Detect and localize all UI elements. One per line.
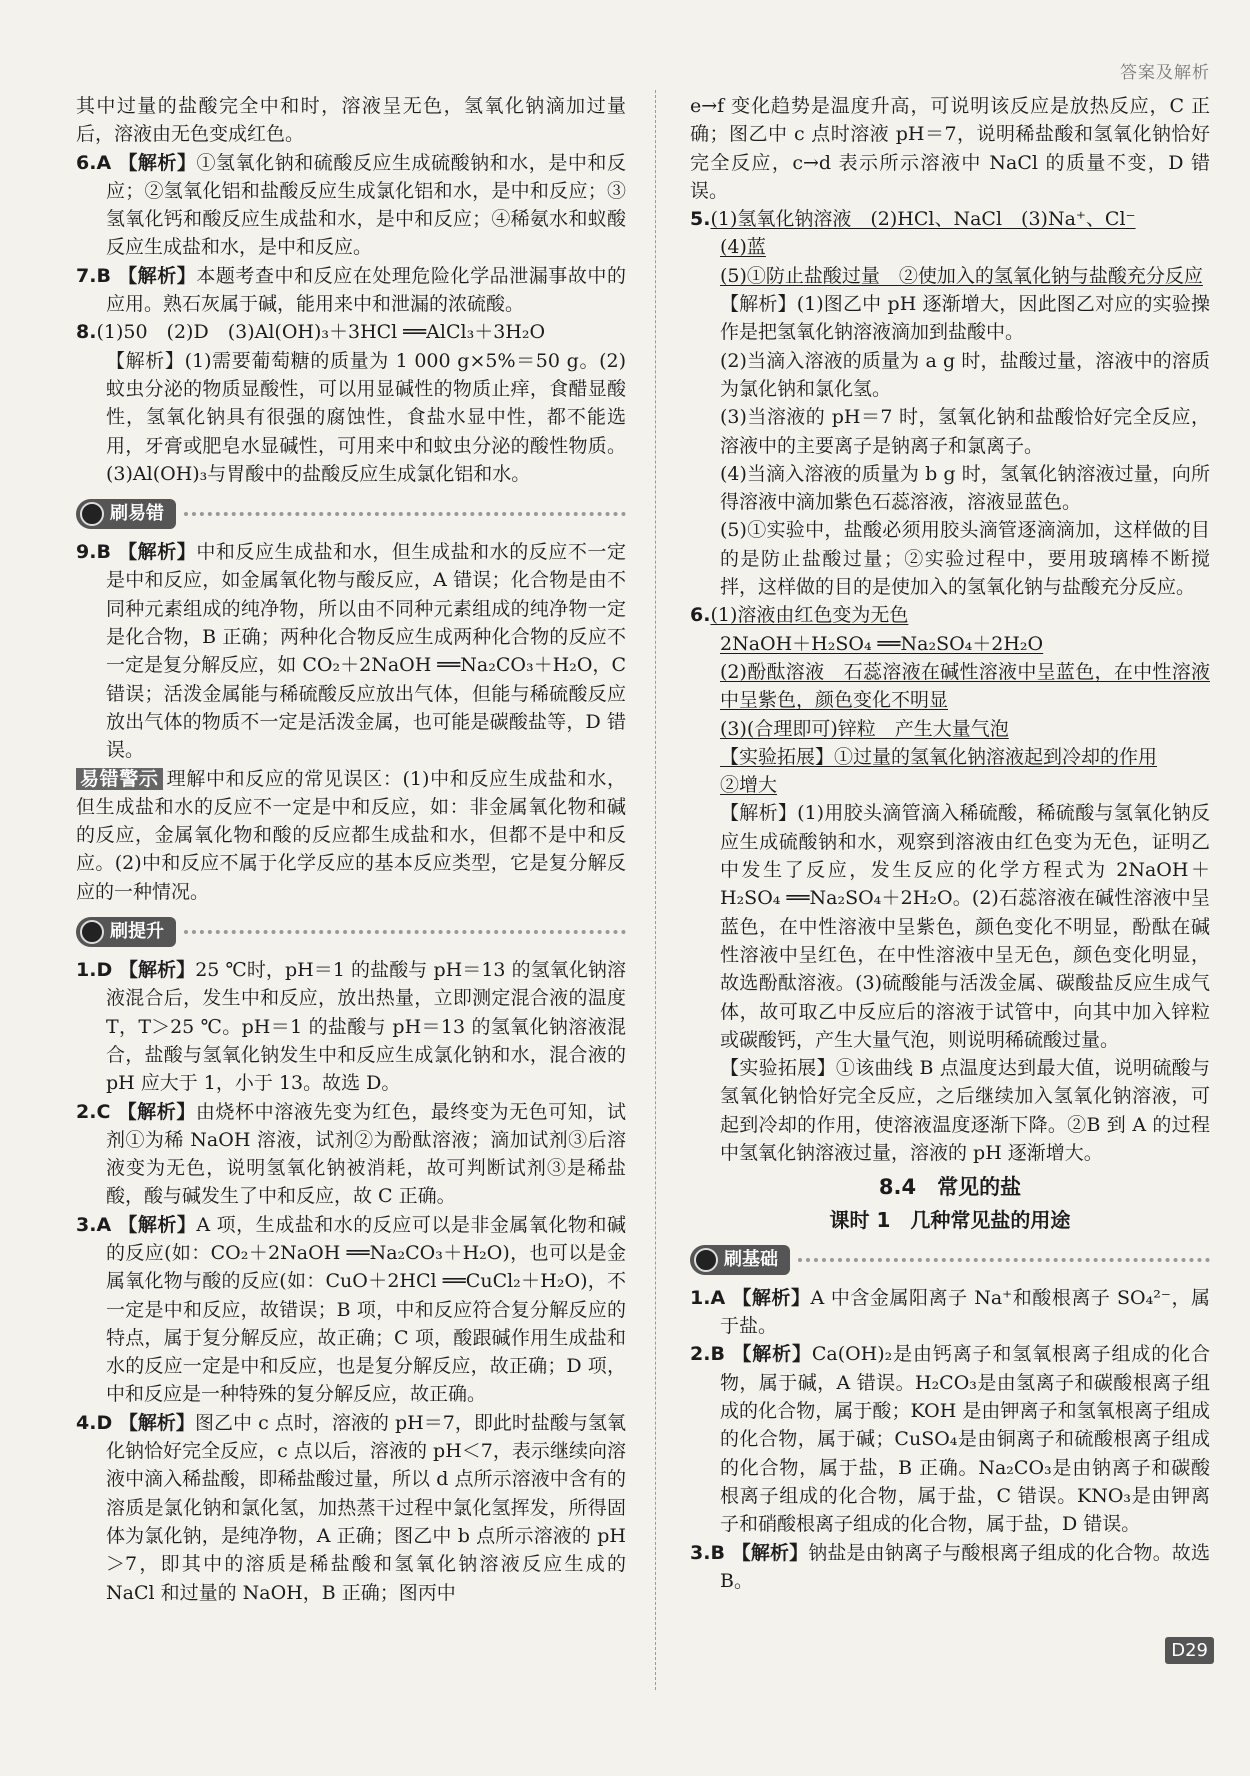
lesson-title: 课时 1 几种常见盐的用途: [829, 1207, 1071, 1232]
brush-icon: [694, 1248, 718, 1272]
question-text: ①氢氧化钠和硫酸反应生成硫酸钠和水，是中和反应；②氢氧化铝和盐酸反应生成氯化铝和水，是中和反应；③氢氧化钙和酸反应生成盐和水，是中和反应；④稀氨水和蚁酸反应生成盐和水，是中和反应。: [106, 151, 626, 259]
answer-letter: B: [710, 1343, 733, 1366]
warning-note: [76, 765, 626, 906]
analysis-paragraph: (3)当溶液的 pH＝7 时，氢氧化钠和盐酸恰好完全反应，溶液中的主要离子是钠离子和氯离子。: [720, 406, 1210, 457]
question-text: 图乙中 c 点时，溶液的 pH＝7，即此时盐酸与氢氧化钠恰好完全反应，c 点以后，溶液的 pH＜7，表示继续向溶液中滴入稀盐酸，即稀盐酸过量，所以 d 点所示溶液中含有的溶质是氯化钠和氯化氢，加热蒸干过程中氯化氢挥发，所得固体为氯化钠，是纯净物，A 正确；图乙中 b 点所示溶液的 pH＞7，即其中的溶质是稀盐酸和氢氧化钠溶液反应生成的 NaCl 和过量的 NaOH，B 正确；图丙中: [106, 1411, 626, 1604]
answer-letter: B: [96, 541, 119, 564]
analysis-tag: 【解析】: [732, 1343, 812, 1366]
answer-letter: C: [96, 1100, 118, 1123]
section-banner: [76, 912, 626, 952]
banner-dotted-line: [184, 930, 626, 934]
question-item: [76, 1211, 626, 1409]
underlined-answer: (1)溶液由红色变为无色: [710, 604, 909, 627]
question-item: [76, 956, 626, 1097]
underlined-answer: (2)酚酞溶液 石蕊溶液在碱性溶液中呈蓝色，在中性溶液中呈紫色，颜色变化不明显: [720, 660, 1210, 712]
section-banner: [690, 1240, 1210, 1280]
analysis-tag: 【解析】: [118, 1213, 197, 1236]
banner-label-box: [76, 917, 176, 947]
question-item: [76, 318, 626, 346]
question-text: A 项，生成盐和水的反应可以是非金属氧化物和碱的反应(如：CO₂＋2NaOH ══Na₂CO₃＋H₂O)，也可以是金属氧化物与酸的反应(如：CuO＋2HCl ══CuCl₂＋H₂O)，不一定是中和反应，故错误；B 项，中和反应符合复分解反应的特点，属于复分解反应，故正确；C 项，酸跟碱作用生成盐和水的反应一定是中和反应，也是复分解反应，故正确；D 项，中和反应是一种特殊的复分解反应，故正确。: [106, 1213, 626, 1406]
answer-line: [690, 771, 1210, 799]
answer-line: [690, 630, 1210, 658]
analysis-tag: 【解析】: [118, 541, 197, 564]
question-text: (1)50 (2)D (3)Al(OH)₃＋3HCl ══AlCl₃＋3H₂O: [96, 321, 546, 344]
question-number: 5.: [690, 208, 711, 231]
answer-line: [690, 658, 1210, 715]
question-item: [76, 1409, 626, 1607]
analysis-paragraph: 【解析】(1)图乙中 pH 逐渐增大，因此图乙对应的实验操作是把氢氧化钠溶液滴加到盐酸中。: [720, 293, 1210, 344]
brush-icon: [80, 502, 104, 526]
question-number: 1.: [690, 1286, 711, 1309]
analysis-paragraph: 【解析】(1)需要葡萄糖的质量为 1 000 g×5%＝50 g。(2)蚊虫分泌的物质显酸性，可以用显碱性的物质止痒，食醋显酸性，氢氧化钠具有很强的腐蚀性，食盐水显中性，都不能选用，牙膏或肥皂水显碱性，可用来中和蚊虫分泌的酸性物质。(3)Al(OH)₃与胃酸中的盐酸反应生成氯化铝和水。: [106, 349, 626, 485]
answer-line: [690, 743, 1210, 771]
analysis-tag: 【解析】: [118, 264, 197, 287]
question-number: 6.: [690, 604, 711, 627]
paragraph: 其中过量的盐酸完全中和时，溶液呈无色，氢氧化钠滴加过量后，溶液由无色变成红色。: [76, 95, 626, 146]
banner-title: 刷易错: [110, 503, 164, 524]
underlined-answer: ②增大: [720, 774, 778, 797]
question-text: 由烧杯中溶液先变为红色，最终变为无色可知，试剂①为稀 NaOH 溶液，试剂②为酚酞溶液；滴加试剂③后溶液变为无色，说明氢氧化钠被消耗，故可判断试剂③是稀盐酸，酸与碱发生了中和反应，故 C 正确。: [106, 1100, 626, 1208]
section-title: 8.4 常见的盐: [878, 1175, 1022, 1200]
question-number: 7.: [76, 264, 97, 287]
question-item: [76, 538, 626, 764]
section-banner: [76, 494, 626, 534]
question-number: 8.: [76, 321, 97, 344]
analysis-tag: 【解析】: [118, 959, 196, 982]
answer-letter: A: [710, 1286, 733, 1309]
question-text: A 中含金属阳离子 Na⁺和酸根离子 SO₄²⁻，属于盐。: [720, 1286, 1210, 1338]
analysis-paragraph: (2)当滴入溶液的质量为 a g 时，盐酸过量，溶液中的溶质为氯化钠和氯化氢。: [720, 349, 1210, 400]
question-item: [690, 1284, 1210, 1341]
answer-letter: B: [710, 1541, 732, 1564]
question-number: 2.: [76, 1100, 97, 1123]
banner-title: 刷提升: [110, 920, 164, 942]
question-item: [690, 1539, 1210, 1596]
underlined-answer: 2NaOH＋H₂SO₄ ══Na₂SO₄＋2H₂O: [720, 632, 1044, 655]
page-number: D29: [1165, 1637, 1214, 1664]
brush-icon: [80, 920, 104, 944]
analysis-tag: 【解析】: [731, 1541, 809, 1564]
question-number: 9.: [76, 541, 97, 564]
answer-letter: A: [96, 1213, 119, 1236]
analysis-tag: 【解析】: [118, 1411, 195, 1434]
paragraph: e→f 变化趋势是温度升高，可说明该反应是放热反应，C 正确；图乙中 c 点时溶液 pH＝7，说明稀盐酸和氢氧化钠恰好完全反应，c→d 表示所示溶液中 NaCl 的质量不变，D 错误。: [690, 95, 1210, 202]
question-item: [76, 149, 626, 262]
question-number: 2.: [690, 1343, 711, 1366]
banner-dotted-line: [798, 1258, 1210, 1262]
question-number: 3.: [76, 1213, 97, 1236]
header-label: 答案及解析: [1120, 63, 1210, 83]
underlined-answer: (1)氢氧化钠溶液 (2)HCl、NaCl (3)Na⁺、Cl⁻: [710, 208, 1136, 231]
answer-letter: D: [96, 959, 119, 982]
question-text: 中和反应生成盐和水，但生成盐和水的反应不一定是中和反应，如金属氧化物与酸反应，A 错误；化合物是由不同种元素组成的纯净物，所以由不同种元素组成的纯净物一定是化合物，B 正确；两种化合物反应生成两种化合物的反应不一定是复分解反应，如 CO₂＋2NaOH ══Na₂CO₃＋H₂O，C 错误；活泼金属能与稀硫酸反应放出气体，但能与稀硫酸反应放出气体的物质不一定是活泼金属，也可能是碳酸盐等，D 错误。: [106, 541, 626, 762]
warning-text: 理解中和反应的常见误区：(1)中和反应生成盐和水，但生成盐和水的反应不一定是中和反应，如：非金属氧化物和碱的反应，金属氧化物和酸的反应都生成盐和水，但都不是中和反应。(2)中和反应不属于化学反应的基本反应类型，它是复分解反应的一种情况。: [76, 767, 626, 903]
question-item: [690, 1340, 1210, 1538]
banner-label-box: [690, 1245, 790, 1275]
answer-line: [690, 715, 1210, 743]
answer-line: [690, 233, 1210, 261]
right-column: [690, 92, 1210, 1595]
question-text: Ca(OH)₂是由钙离子和氢氧根离子组成的化合物，属于碱，A 错误。H₂CO₃是由氢离子和碳酸根离子组成的化合物，属于酸；KOH 是由钾离子和氢氧根离子组成的化合物，属于碱；CuSO₄是由铜离子和硫酸根离子组成的化合物，属于盐，B 正确。Na₂CO₃是由钠离子和碳酸根离子组成的化合物，属于盐，C 错误。KNO₃是由钾离子和硝酸根离子组成的化合物，属于盐，D 错误。: [720, 1343, 1210, 1536]
underlined-answer: (4)蓝: [720, 236, 766, 259]
banner-label-box: [76, 499, 176, 529]
analysis-tag: 【解析】: [118, 151, 197, 174]
question-item: [76, 262, 626, 319]
question-item: [76, 1098, 626, 1211]
warning-label: 易错警示: [76, 768, 163, 790]
question-number: 6.: [76, 151, 97, 174]
banner-title: 刷基础: [724, 1248, 778, 1270]
column-divider: [655, 90, 656, 1690]
underlined-answer: 【实验拓展】①过量的氢氧化钠溶液起到冷却的作用: [720, 745, 1158, 768]
underlined-answer: (3)(合理即可)锌粒 产生大量气泡: [720, 717, 1009, 740]
answer-line: [690, 262, 1210, 290]
question-number: 3.: [690, 1541, 711, 1564]
question-number: 4.: [76, 1411, 97, 1434]
analysis-paragraph: 【实验拓展】①该曲线 B 点温度达到最大值，说明硫酸与氢氧化钠恰好完全反应，之后继续加入氢氧化钠溶液，可起到冷却的作用，使溶液温度逐渐下降。②B 到 A 的过程中氢氧化钠溶液过量，溶液的 pH 逐渐增大。: [720, 1057, 1210, 1164]
banner-dotted-line: [184, 512, 626, 516]
question-text: 25 ℃时，pH＝1 的盐酸与 pH＝13 的氢氧化钠溶液混合后，发生中和反应，放出热量，立即测定混合液的温度 T，T＞25 ℃。pH＝1 的盐酸与 pH＝13 的氢氧化钠溶液混合，盐酸与氢氧化钠发生中和反应生成氯化钠和水，混合液的 pH 应大于 1，小于 13。故选 D。: [106, 959, 626, 1095]
answer-item: [690, 601, 1210, 629]
analysis-tag: 【解析】: [732, 1286, 811, 1309]
answer-item: [690, 205, 1210, 233]
answer-letter: B: [96, 264, 119, 287]
underlined-answer: (5)①防止盐酸过量 ②使加入的氢氧化钠与盐酸充分反应: [720, 264, 1203, 287]
answer-letter: D: [96, 1411, 119, 1434]
analysis-paragraph: 【解析】(1)用胶头滴管滴入稀硫酸，稀硫酸与氢氧化钠反应生成硫酸钠和水，观察到溶液由红色变为无色，证明乙中发生了反应，发生反应的化学方程式为 2NaOH＋H₂SO₄ ══Na₂SO₄＋2H₂O。(2)石蕊溶液在碱性溶液中呈蓝色，在中性溶液中呈紫色，颜色变化不明显，酚酞在碱性溶液中呈红色，在中性溶液中呈无色，颜色变化明显，故选酚酞溶液。(3)硫酸能与活泼金属、碳酸盐反应生成气体，故可取乙中反应后的溶液于试管中，向其中加入锌粒或碳酸钙，产生大量气泡，则说明稀硫酸过量。: [720, 802, 1210, 1051]
question-text: 钠盐是由钠离子与酸根离子组成的化合物。故选 B。: [720, 1541, 1210, 1592]
answer-letter: A: [96, 151, 119, 174]
question-number: 1.: [76, 959, 97, 982]
analysis-tag: 【解析】: [117, 1100, 196, 1123]
analysis-paragraph: (5)①实验中，盐酸必须用胶头滴管逐滴滴加，这样做的目的是防止盐酸过量；②实验过程中，要用玻璃棒不断搅拌，这样做的目的是使加入的氢氧化钠与盐酸充分反应。: [720, 519, 1210, 599]
left-column: [76, 92, 626, 1607]
analysis-paragraph: (4)当滴入溶液的质量为 b g 时，氢氧化钠溶液过量，向所得溶液中滴加紫色石蕊溶液，溶液显蓝色。: [720, 462, 1210, 514]
question-text: 本题考查中和反应在处理危险化学品泄漏事故中的应用。熟石灰属于碱，能用来中和泄漏的浓硫酸。: [106, 264, 626, 316]
